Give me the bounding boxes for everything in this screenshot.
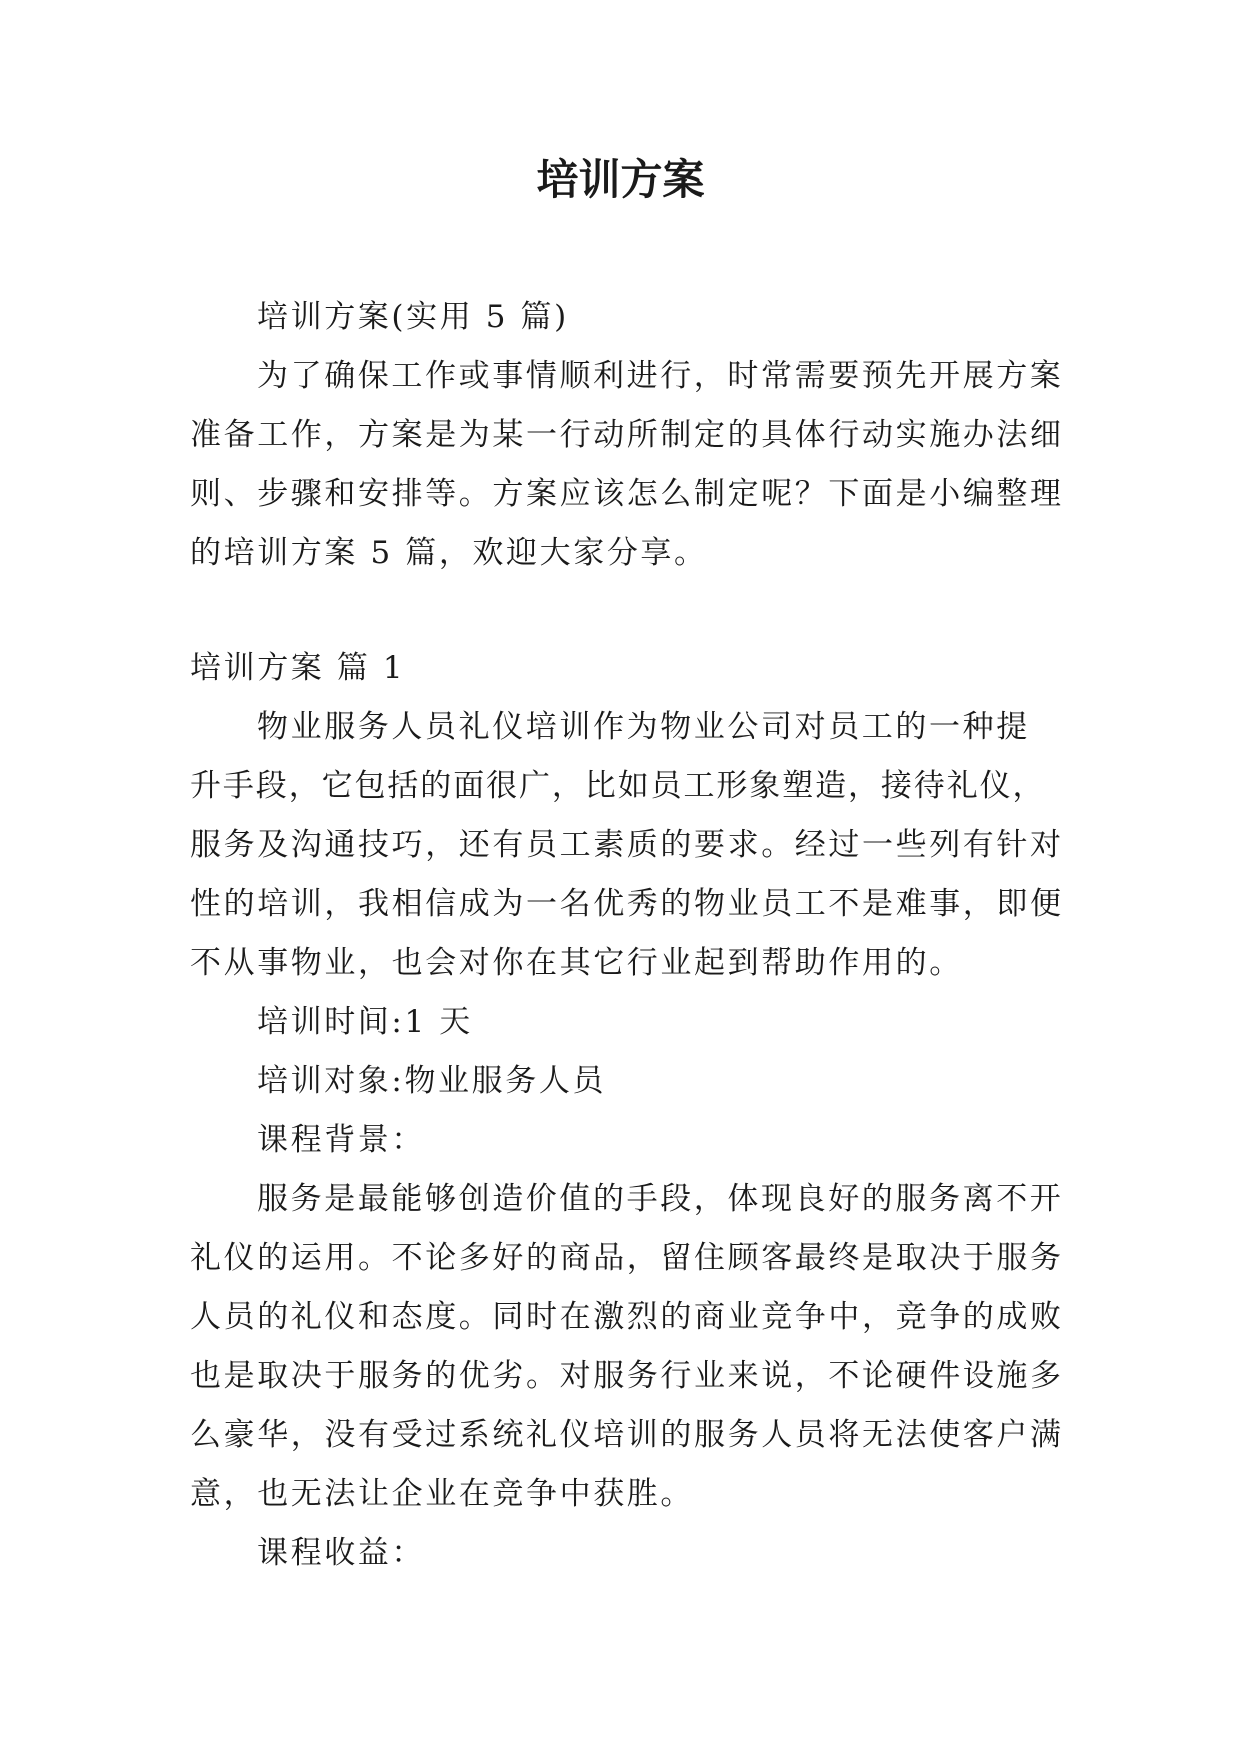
- paragraph-line: 服务及沟通技巧，还有员工素质的要求。经过一些列有针对: [190, 827, 1064, 863]
- training-time: 培训时间:1 天: [257, 1004, 473, 1040]
- intro-line: 则、步骤和安排等。方案应该怎么制定呢？下面是小编整理: [190, 476, 1064, 512]
- paragraph-line: 不从事物业，也会对你在其它行业起到帮助作用的。: [190, 945, 963, 981]
- section-heading: 培训方案 篇 1: [190, 650, 406, 686]
- background-heading: 课程背景：: [257, 1122, 425, 1158]
- section-spacer: [190, 583, 1060, 639]
- section1-paragraph: [190, 698, 1064, 993]
- intro-line: 的培训方案 5 篇，欢迎大家分享。: [190, 535, 708, 571]
- document-body: [190, 288, 1064, 1583]
- paragraph-line: 升手段，它包括的面很广，比如员工形象塑造，接待礼仪，: [190, 768, 1046, 804]
- background-paragraph: [190, 1170, 1064, 1524]
- intro-line: 为了确保工作或事情顺利进行，时常需要预先开展方案: [257, 358, 1064, 394]
- subtitle: 培训方案(实用 5 篇): [257, 299, 569, 335]
- paragraph-line: 意，也无法让企业在竞争中获胜。: [190, 1476, 694, 1512]
- benefits-heading: 课程收益：: [257, 1535, 425, 1571]
- paragraph-line: 人员的礼仪和态度。同时在激烈的商业竞争中，竞争的成败: [190, 1299, 1064, 1335]
- paragraph-line: 礼仪的运用。不论多好的商品，留住顾客最终是取决于服务: [190, 1240, 1064, 1276]
- paragraph-line: 么豪华，没有受过系统礼仪培训的服务人员将无法使客户满: [190, 1417, 1064, 1453]
- intro-line: 准备工作，方案是为某一行动所制定的具体行动实施办法细: [190, 417, 1064, 453]
- intro-paragraph: [190, 347, 1064, 583]
- paragraph-line: 服务是最能够创造价值的手段，体现良好的服务离不开: [257, 1181, 1064, 1217]
- paragraph-line: 物业服务人员礼仪培训作为物业公司对员工的一种提: [257, 709, 1030, 745]
- paragraph-line: 性的培训，我相信成为一名优秀的物业员工不是难事，即便: [190, 886, 1064, 922]
- paragraph-line: 也是取决于服务的优劣。对服务行业来说，不论硬件设施多: [190, 1358, 1064, 1394]
- training-target: 培训对象:物业服务人员: [257, 1063, 607, 1099]
- document-title: 培训方案: [536, 155, 705, 204]
